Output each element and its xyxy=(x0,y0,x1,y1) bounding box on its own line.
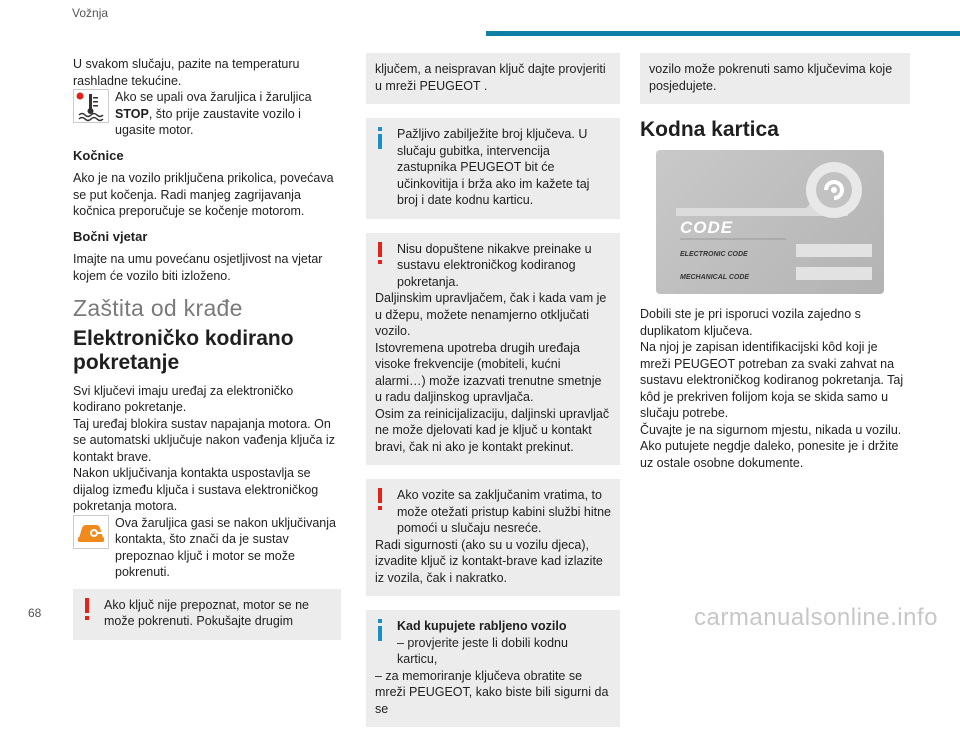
card-electronic-code-label: ELECTRONIC CODE xyxy=(680,251,748,258)
theft-section-heading: Zaštita od krađe xyxy=(73,295,243,321)
header-accent-bar xyxy=(486,31,960,36)
modification-warning-note: Nisu dopuštene nikakve preinake u sustavu elektroničkog kodiranog pokretanja. Daljinskim upravljačem, čak i kada vam je u džepu, možete nenamjerno otključati vozilo. Istovremena upotreba drugih uređaja visoke frekvencije (mobiteli, kućni alarmi…) može izazvati trenutne smetnje u radu daljinskog upravljača. Osim za reinicijalizaciju, daljinski upravljač ne može djelovati kad je ključ u kontakt bravi, čak ni ako je kontakt prekinut. xyxy=(366,233,620,466)
card-p1: Dobili ste je pri isporuci vozila zajedno s duplikatom ključeva. xyxy=(640,307,861,338)
temp-warning-row xyxy=(73,89,341,139)
info-icon xyxy=(374,619,386,643)
warning-exclamation-icon xyxy=(81,598,93,622)
coolant-temperature-icon xyxy=(73,89,109,123)
wind-heading: Bočni vjetar xyxy=(73,228,148,244)
brakes-text: Ako je na vozilo priključena prikolica, povećava se put kočenja. Radi manjeg zagrijavanja kočnica preporučuje se kočenje motorom. xyxy=(73,171,334,218)
card-mechanical-code-label: MECHANICAL CODE xyxy=(680,274,750,281)
used-vehicle-continued-note: vozilo može pokrenuti samo ključevima koje posjedujete. xyxy=(640,53,910,104)
card-p4: Ako putujete negdje daleko, ponesite je i držite uz ostale osobne dokumente. xyxy=(640,439,899,470)
temp-warning-text: Ako se upali ova žaruljica i žaruljica STOP, što prije zaustavite vozilo i ugasite motor. xyxy=(115,90,312,137)
card-code-label: CODE xyxy=(680,218,734,237)
key-count-info-note: Pažljivo zabilježite broj ključeva. U slučaju gubitka, intervencija zastupnika PEUGEOT bit će učinkovitija i brža ako im kažete taj broj i date kodnu karticu. xyxy=(366,118,620,219)
card-p2: Na njoj je zapisan identifikacijski kôd koji je mreži PEUGEOT potreban za svaki zahvat na sustavu elektroničkog kodiranog pokretanja. Taj kôd je prekriven folijom koja se skida samo u slučaju potrebe. xyxy=(640,340,904,420)
running-header: Vožnja xyxy=(72,6,109,20)
immobiliser-p2: Taj uređaj blokira sustav napajanja motora. On se automatski uključuje nakon vađenja ključa iz kontakt brave. xyxy=(73,416,335,464)
brakes-heading: Kočnice xyxy=(73,147,124,163)
column-middle xyxy=(366,56,620,741)
info-icon xyxy=(374,127,386,151)
key-warning-note: Ako ključ nije prepoznat, motor se ne može pokrenuti. Pokušajte drugim xyxy=(73,589,341,640)
immobiliser-p1: Svi ključevi imaju uređaj za elektroničko kodirano pokretanje. xyxy=(73,383,294,414)
column-right xyxy=(640,56,910,471)
immobiliser-lamp-icon xyxy=(73,515,109,549)
wind-text: Imajte na umu povećanu osjetljivost na vjetar kojem će vozilo biti izloženo. xyxy=(73,252,323,283)
immobiliser-heading: Elektroničko kodirano pokretanje xyxy=(73,326,294,374)
coolant-intro: U svakom slučaju, pazite na temperaturu rashladne tekućine. xyxy=(73,57,300,88)
lamp-row xyxy=(73,515,341,581)
code-card-heading: Kodna kartica xyxy=(640,118,779,141)
warning-exclamation-icon xyxy=(374,242,386,266)
code-card-illustration xyxy=(656,150,884,294)
lamp-text: Ova žaruljica gasi se nakon uključivanja kontakta, što znači da je sustav prepoznao ključ i motor se može pokrenuti. xyxy=(115,515,336,579)
card-p3: Čuvajte je na sigurnom mjestu, nikada u vozilu. xyxy=(640,422,902,437)
page-number: 68 xyxy=(28,606,42,620)
key-continued-note: ključem, a neispravan ključ dajte provjeriti u mreži PEUGEOT . xyxy=(366,53,620,104)
immobiliser-p3: Nakon uključivanja kontakta uspostavlja se dijalog između ključa i sustava elektroničkog pokretanja motora. xyxy=(73,466,319,513)
watermark: carmanualsonline.info xyxy=(694,604,938,631)
used-vehicle-info-note: Kad kupujete rabljeno vozilo – provjerite jeste li dobili kodnu karticu, – za memoriranje ključeva obratite se mreži PEUGEOT, kako biste bili sigurni da se xyxy=(366,610,620,727)
warning-exclamation-icon xyxy=(374,488,386,512)
column-left xyxy=(73,56,341,654)
locked-doors-warning-note: Ako vozite sa zaključanim vratima, to može otežati pristup kabini službi hitne pomoći u slučaju nesreće. Radi sigurnosti (ako su u vozilu djeca), izvadite ključ iz kontakt-brave kad izlazite iz vozila, čak i nakratko. xyxy=(366,479,620,596)
